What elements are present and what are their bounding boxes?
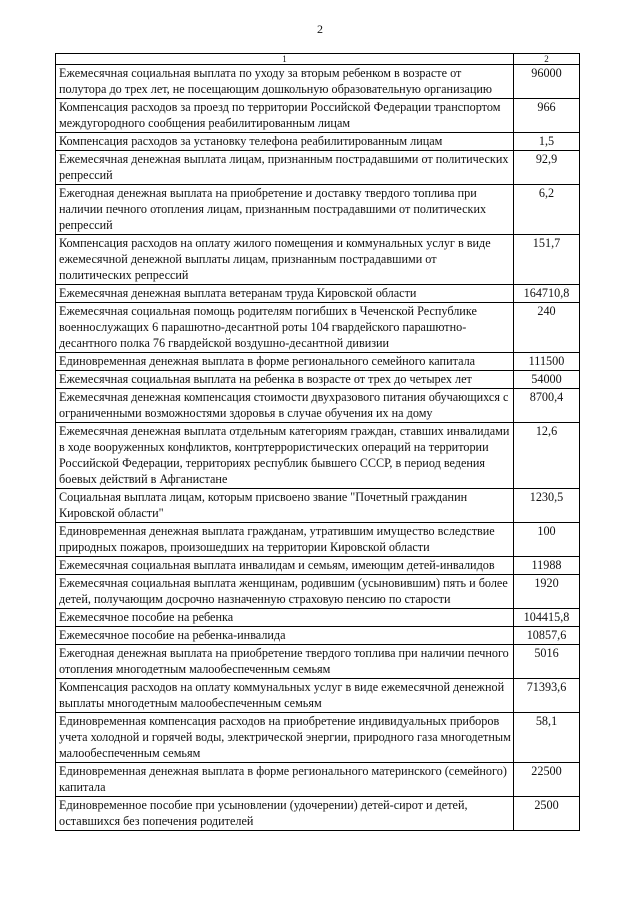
payments-table: [55, 53, 580, 831]
row-label: Ежемесячная социальная выплата по уходу за вторым ребенком в возрасте от полутора до трех лет, не посещающим дошкольную образовательную организацию: [56, 65, 514, 99]
table-body: [56, 65, 580, 831]
row-value: 58,1: [514, 713, 580, 763]
row-value: 71393,6: [514, 679, 580, 713]
column-header-1: 1: [56, 54, 514, 65]
row-label: Единовременная компенсация расходов на приобретение индивидуальных приборов учета холодной и горячей воды, электрической энергии, природного газа многодетным малообеспеченным семьям: [56, 713, 514, 763]
row-label: Компенсация расходов за установку телефона реабилитированным лицам: [56, 133, 514, 151]
row-value: 96000: [514, 65, 580, 99]
row-label: Ежемесячное пособие на ребенка-инвалида: [56, 627, 514, 645]
row-value: 6,2: [514, 185, 580, 235]
row-value: 8700,4: [514, 389, 580, 423]
table-row: [56, 679, 580, 713]
row-value: 22500: [514, 763, 580, 797]
table-row: [56, 185, 580, 235]
row-label: Единовременная денежная выплата в форме регионального материнского (семейного) капитала: [56, 763, 514, 797]
row-label: Компенсация расходов на оплату коммунальных услуг в виде ежемесячной денежной выплаты многодетным малообеспеченным семьям: [56, 679, 514, 713]
table-row: [56, 65, 580, 99]
row-label: Компенсация расходов за проезд по территории Российской Федерации транспортом междугородного сообщения реабилитированным лицам: [56, 99, 514, 133]
table-row: [56, 489, 580, 523]
row-label: Компенсация расходов на оплату жилого помещения и коммунальных услуг в виде ежемесячной денежной выплаты лицам, признанным пострадавшими от политических репрессий: [56, 235, 514, 285]
row-value: 1230,5: [514, 489, 580, 523]
row-label: Ежемесячная социальная выплата женщинам, родившим (усыновившим) пять и более детей, получающим досрочно назначенную страховую пенсию по старости: [56, 575, 514, 609]
row-label: Социальная выплата лицам, которым присвоено звание "Почетный гражданин Кировской области": [56, 489, 514, 523]
table-row: [56, 713, 580, 763]
row-label: Ежемесячная социальная помощь родителям погибших в Чеченской Республике военнослужащих 6 парашютно-десантной роты 104 гвардейского парашютно-десантного полка 76 гвардейской воздушно-десантной дивизии: [56, 303, 514, 353]
table-row: [56, 235, 580, 285]
row-label: Единовременное пособие при усыновлении (удочерении) детей-сирот и детей, оставшихся без попечения родителей: [56, 797, 514, 831]
column-header-2: 2: [514, 54, 580, 65]
row-value: 104415,8: [514, 609, 580, 627]
row-label: Ежемесячная денежная выплата ветеранам труда Кировской области: [56, 285, 514, 303]
row-label: Ежемесячная социальная выплата инвалидам и семьям, имеющим детей-инвалидов: [56, 557, 514, 575]
row-label: Ежемесячная денежная выплата отдельным категориям граждан, ставших инвалидами в ходе вооруженных конфликтов, контртеррористических операций на территории Российской Федерации, территориях республик бывшего СССР, в период ведения боевых действий в Афганистане: [56, 423, 514, 489]
row-value: 92,9: [514, 151, 580, 185]
table-row: [56, 523, 580, 557]
row-value: 1920: [514, 575, 580, 609]
row-label: Ежегодная денежная выплата на приобретение и доставку твердого топлива при наличии печного отопления лицам, признанным пострадавшими от политических репрессий: [56, 185, 514, 235]
table-row: [56, 645, 580, 679]
table-row: [56, 609, 580, 627]
table-row: [56, 575, 580, 609]
table-row: [56, 797, 580, 831]
row-label: Ежемесячное пособие на ребенка: [56, 609, 514, 627]
row-value: 5016: [514, 645, 580, 679]
row-value: 111500: [514, 353, 580, 371]
row-value: 966: [514, 99, 580, 133]
table-header-row: [56, 54, 580, 65]
row-label: Единовременная денежная выплата гражданам, утратившим имущество вследствие природных пожаров, произошедших на территории Кировской области: [56, 523, 514, 557]
table-row: [56, 151, 580, 185]
table-row: [56, 303, 580, 353]
row-value: 1,5: [514, 133, 580, 151]
row-value: 151,7: [514, 235, 580, 285]
row-value: 10857,6: [514, 627, 580, 645]
row-label: Ежемесячная денежная выплата лицам, признанным пострадавшими от политических репрессий: [56, 151, 514, 185]
row-label: Единовременная денежная выплата в форме регионального семейного капитала: [56, 353, 514, 371]
row-label: Ежемесячная денежная компенсация стоимости двухразового питания обучающихся с ограниченными возможностями здоровья в случае обучения их на дому: [56, 389, 514, 423]
row-value: 240: [514, 303, 580, 353]
table-row: [56, 557, 580, 575]
row-label: Ежемесячная социальная выплата на ребенка в возрасте от трех до четырех лет: [56, 371, 514, 389]
row-value: 54000: [514, 371, 580, 389]
row-value: 12,6: [514, 423, 580, 489]
table-row: [56, 133, 580, 151]
row-value: 100: [514, 523, 580, 557]
table-row: [56, 353, 580, 371]
table-row: [56, 423, 580, 489]
row-value: 164710,8: [514, 285, 580, 303]
table-row: [56, 627, 580, 645]
row-value: 2500: [514, 797, 580, 831]
table-row: [56, 763, 580, 797]
row-label: Ежегодная денежная выплата на приобретение твердого топлива при наличии печного отопления многодетным малообеспеченным семьям: [56, 645, 514, 679]
table-row: [56, 285, 580, 303]
page-number: 2: [317, 22, 323, 36]
row-value: 11988: [514, 557, 580, 575]
table-row: [56, 389, 580, 423]
table-row: [56, 99, 580, 133]
table-row: [56, 371, 580, 389]
